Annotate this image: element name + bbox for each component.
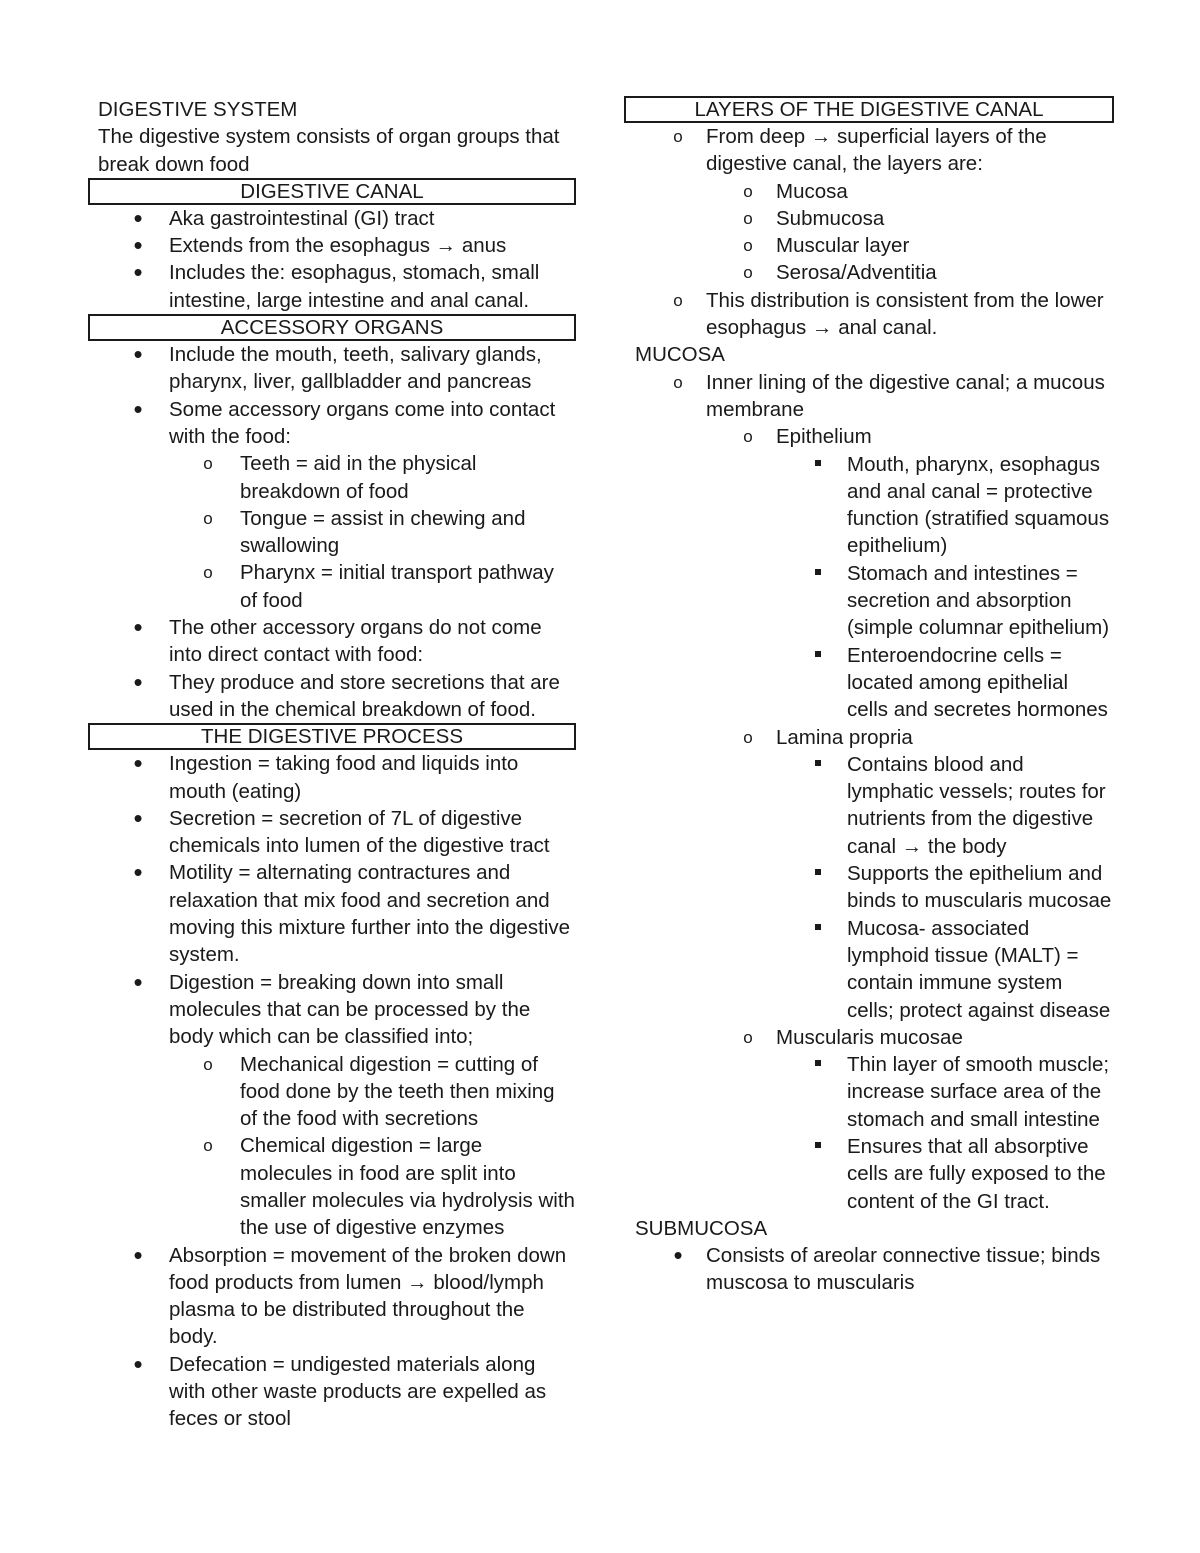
list-subitem: o Lamina propria [624,724,1114,751]
square-bullet-icon [808,642,828,669]
submucosa-list [624,1242,1114,1297]
list-item: • Ingestion = taking food and liquids into mouth (eating) [88,750,576,805]
digestive-canal-list [88,205,576,314]
layers-list [624,123,1114,341]
list-item: • Secretion = secretion of 7L of digestive chemicals into lumen of the digestive tract [88,805,576,860]
bullet-icon [128,805,148,835]
list-item: • Includes the: esophagus, stomach, small intestine, large intestine and anal canal. [88,259,576,314]
bullet-icon [668,1242,688,1272]
list-subitem: o Submucosa [624,205,1114,232]
section-heading-accessory-organs: ACCESSORY ORGANS [88,314,576,341]
list-subitem: o Muscularis mucosae [624,1024,1114,1051]
list-subitem: o Serosa/Adventitia [624,259,1114,286]
right-column [624,96,1114,1297]
circle-bullet-icon [668,123,688,150]
list-subitem: o Muscular layer [624,232,1114,259]
list-subitem: o Pharynx = initial transport pathway of food [88,559,576,614]
circle-bullet-icon [198,450,218,477]
list-subitem: o Tongue = assist in chewing and swallowing [88,505,576,560]
list-subsubitem: Thin layer of smooth muscle; increase surface area of the stomach and small intestine [624,1051,1114,1133]
list-subsubitem: Supports the epithelium and binds to muscularis mucosae [624,860,1114,915]
bullet-icon [128,969,148,999]
bullet-icon [128,859,148,889]
list-subitem: o Epithelium [624,423,1114,450]
list-item: • Consists of areolar connective tissue; binds muscosa to muscularis [624,1242,1114,1297]
section-heading-digestive-process: THE DIGESTIVE PROCESS [88,723,576,750]
circle-bullet-icon [738,205,758,232]
list-item: o From deep → superficial layers of the digestive canal, the layers are: [624,123,1114,178]
section-heading-submucosa: SUBMUCOSA [635,1216,768,1240]
circle-bullet-icon [198,1051,218,1078]
circle-bullet-icon [198,1132,218,1159]
list-item: o This distribution is consistent from the lower esophagus → anal canal. [624,287,1114,342]
list-subsubitem: Enteroendocrine cells = located among epithelial cells and secretes hormones [624,642,1114,724]
list-subitem: o Teeth = aid in the physical breakdown of food [88,450,576,505]
intro-line-1: The digestive system consists of organ groups that [98,125,560,149]
circle-bullet-icon [668,369,688,396]
square-bullet-icon [808,751,828,778]
section-heading-mucosa: MUCOSA [635,343,725,367]
circle-bullet-icon [668,287,688,314]
list-subsubitem: Contains blood and lymphatic vessels; routes for nutrients from the digestive canal → the body [624,751,1114,860]
list-item: • They produce and store secretions that are used in the chemical breakdown of food. [88,669,576,724]
list-item: • Some accessory organs come into contact with the food: [88,396,576,451]
circle-bullet-icon [198,505,218,532]
bullet-icon [128,1351,148,1381]
digestive-process-list [88,750,576,1432]
list-subsubitem: Mouth, pharynx, esophagus and anal canal = protective function (stratified squamous epithelium) [624,451,1114,560]
list-subsubitem: Stomach and intestines = secretion and absorption (simple columnar epithelium) [624,560,1114,642]
section-heading-layers: LAYERS OF THE DIGESTIVE CANAL [624,96,1114,123]
list-item: • Motility = alternating contractures and relaxation that mix food and secretion and moving this mixture further into the digestive system. [88,859,576,968]
list-item: • The other accessory organs do not come into direct contact with food: [88,614,576,669]
bullet-icon [128,750,148,780]
list-subitem: o Mucosa [624,178,1114,205]
bullet-icon [128,669,148,699]
circle-bullet-icon [738,423,758,450]
bullet-icon [128,1242,148,1272]
document-title: DIGESTIVE SYSTEM [98,98,298,121]
circle-bullet-icon [738,1024,758,1051]
square-bullet-icon [808,860,828,887]
list-subsubitem: Ensures that all absorptive cells are fully exposed to the content of the GI tract. [624,1133,1114,1215]
square-bullet-icon [808,560,828,587]
list-item: • Defecation = undigested materials along with other waste products are expelled as feces or stool [88,1351,576,1433]
square-bullet-icon [808,451,828,478]
list-item: o Inner lining of the digestive canal; a mucous membrane [624,369,1114,424]
list-item: • Aka gastrointestinal (GI) tract [88,205,576,232]
circle-bullet-icon [738,724,758,751]
mucosa-list [624,369,1114,1215]
square-bullet-icon [808,915,828,942]
list-subitem: o Chemical digestion = large molecules in food are split into smaller molecules via hydrolysis with the use of digestive enzymes [88,1132,576,1241]
section-heading-digestive-canal: DIGESTIVE CANAL [88,178,576,205]
square-bullet-icon [808,1051,828,1078]
circle-bullet-icon [738,178,758,205]
list-item: • Digestion = breaking down into small molecules that can be processed by the body which can be classified into; [88,969,576,1051]
list-item: • Extends from the esophagus → anus [88,232,576,259]
list-subsubitem: Mucosa- associated lymphoid tissue (MALT) = contain immune system cells; protect against disease [624,915,1114,1024]
square-bullet-icon [808,1133,828,1160]
accessory-organs-list [88,341,576,723]
bullet-icon [128,396,148,426]
bullet-icon [128,614,148,644]
circle-bullet-icon [198,559,218,586]
list-subitem: o Mechanical digestion = cutting of food done by the teeth then mixing of the food with secretions [88,1051,576,1133]
list-item: • Include the mouth, teeth, salivary glands, pharynx, liver, gallbladder and pancreas [88,341,576,396]
circle-bullet-icon [738,232,758,259]
circle-bullet-icon [738,259,758,286]
bullet-icon [128,259,148,289]
list-item: • Absorption = movement of the broken down food products from lumen → blood/lymph plasma to be distributed throughout the body. [88,1242,576,1351]
left-column [88,96,576,1433]
bullet-icon [128,341,148,371]
intro-line-2: break down food [98,152,250,176]
